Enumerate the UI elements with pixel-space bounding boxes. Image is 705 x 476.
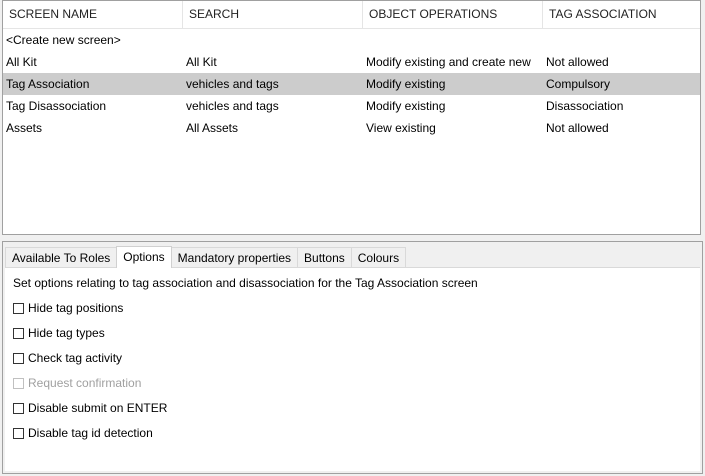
table-row[interactable] [3, 51, 700, 73]
column-header-object-operations[interactable]: OBJECT OPERATIONS [363, 1, 543, 28]
option-label: Hide tag types [28, 326, 105, 340]
cell-screen-name: Assets [6, 121, 43, 135]
table-row[interactable] [3, 73, 700, 95]
cell-tag-association: Compulsory [546, 77, 611, 91]
cell-object-operations: Modify existing and create new [366, 55, 531, 69]
table-row[interactable] [3, 95, 700, 117]
column-header-screen-name[interactable]: SCREEN NAME [3, 1, 183, 28]
cell-search: vehicles and tags [186, 77, 279, 91]
options-description: Set options relating to tag association and disassociation for the Tag Association screen [13, 276, 478, 290]
disable-tag-id-detection-option[interactable] [13, 426, 153, 440]
tab-options[interactable]: Options [116, 246, 171, 268]
hide-tag-types-checkbox[interactable] [13, 328, 24, 339]
tab-available-to-roles[interactable]: Available To Roles [5, 247, 117, 268]
cell-screen-name: Tag Association [6, 77, 90, 91]
tab-strip [5, 246, 405, 268]
cell-tag-association: Not allowed [546, 121, 609, 135]
option-label: Disable tag id detection [28, 426, 153, 440]
hide-tag-positions-option[interactable] [13, 301, 123, 315]
tab-mandatory-properties[interactable]: Mandatory properties [171, 247, 298, 268]
hide-tag-positions-checkbox[interactable] [13, 303, 24, 314]
option-label: Disable submit on ENTER [28, 401, 168, 415]
column-header-tag-association[interactable]: TAG ASSOCIATION [549, 7, 657, 21]
grid-header [3, 1, 700, 29]
check-tag-activity-checkbox[interactable] [13, 353, 24, 364]
cell-search: All Kit [186, 55, 217, 69]
hide-tag-types-option[interactable] [13, 326, 105, 340]
request-confirmation-option [13, 376, 141, 390]
create-new-screen-row[interactable]: <Create new screen> [6, 33, 121, 47]
cell-search: All Assets [186, 121, 239, 135]
tab-buttons[interactable]: Buttons [297, 247, 352, 268]
column-header-search[interactable]: SEARCH [183, 1, 363, 28]
options-panel [2, 241, 703, 474]
cell-screen-name: Tag Disassociation [6, 99, 107, 113]
cell-tag-association: Not allowed [546, 55, 609, 69]
disable-submit-on-enter-option[interactable] [13, 401, 167, 415]
disable-tag-id-detection-checkbox[interactable] [13, 428, 24, 439]
cell-object-operations: Modify existing [366, 99, 446, 113]
tab-colours[interactable]: Colours [351, 247, 406, 268]
option-label: Request confirmation [28, 376, 142, 390]
cell-screen-name: All Kit [6, 55, 37, 69]
cell-tag-association: Disassociation [546, 99, 624, 113]
cell-object-operations: Modify existing [366, 77, 446, 91]
screen-grid[interactable] [2, 0, 701, 235]
disable-submit-on-enter-checkbox[interactable] [13, 403, 24, 414]
cell-object-operations: View existing [366, 121, 436, 135]
options-tab-content [5, 267, 700, 471]
check-tag-activity-option[interactable] [13, 351, 122, 365]
option-label: Check tag activity [28, 351, 123, 365]
request-confirmation-checkbox [13, 378, 24, 389]
table-row[interactable] [3, 117, 700, 139]
cell-search: vehicles and tags [186, 99, 279, 113]
option-label: Hide tag positions [28, 301, 124, 315]
